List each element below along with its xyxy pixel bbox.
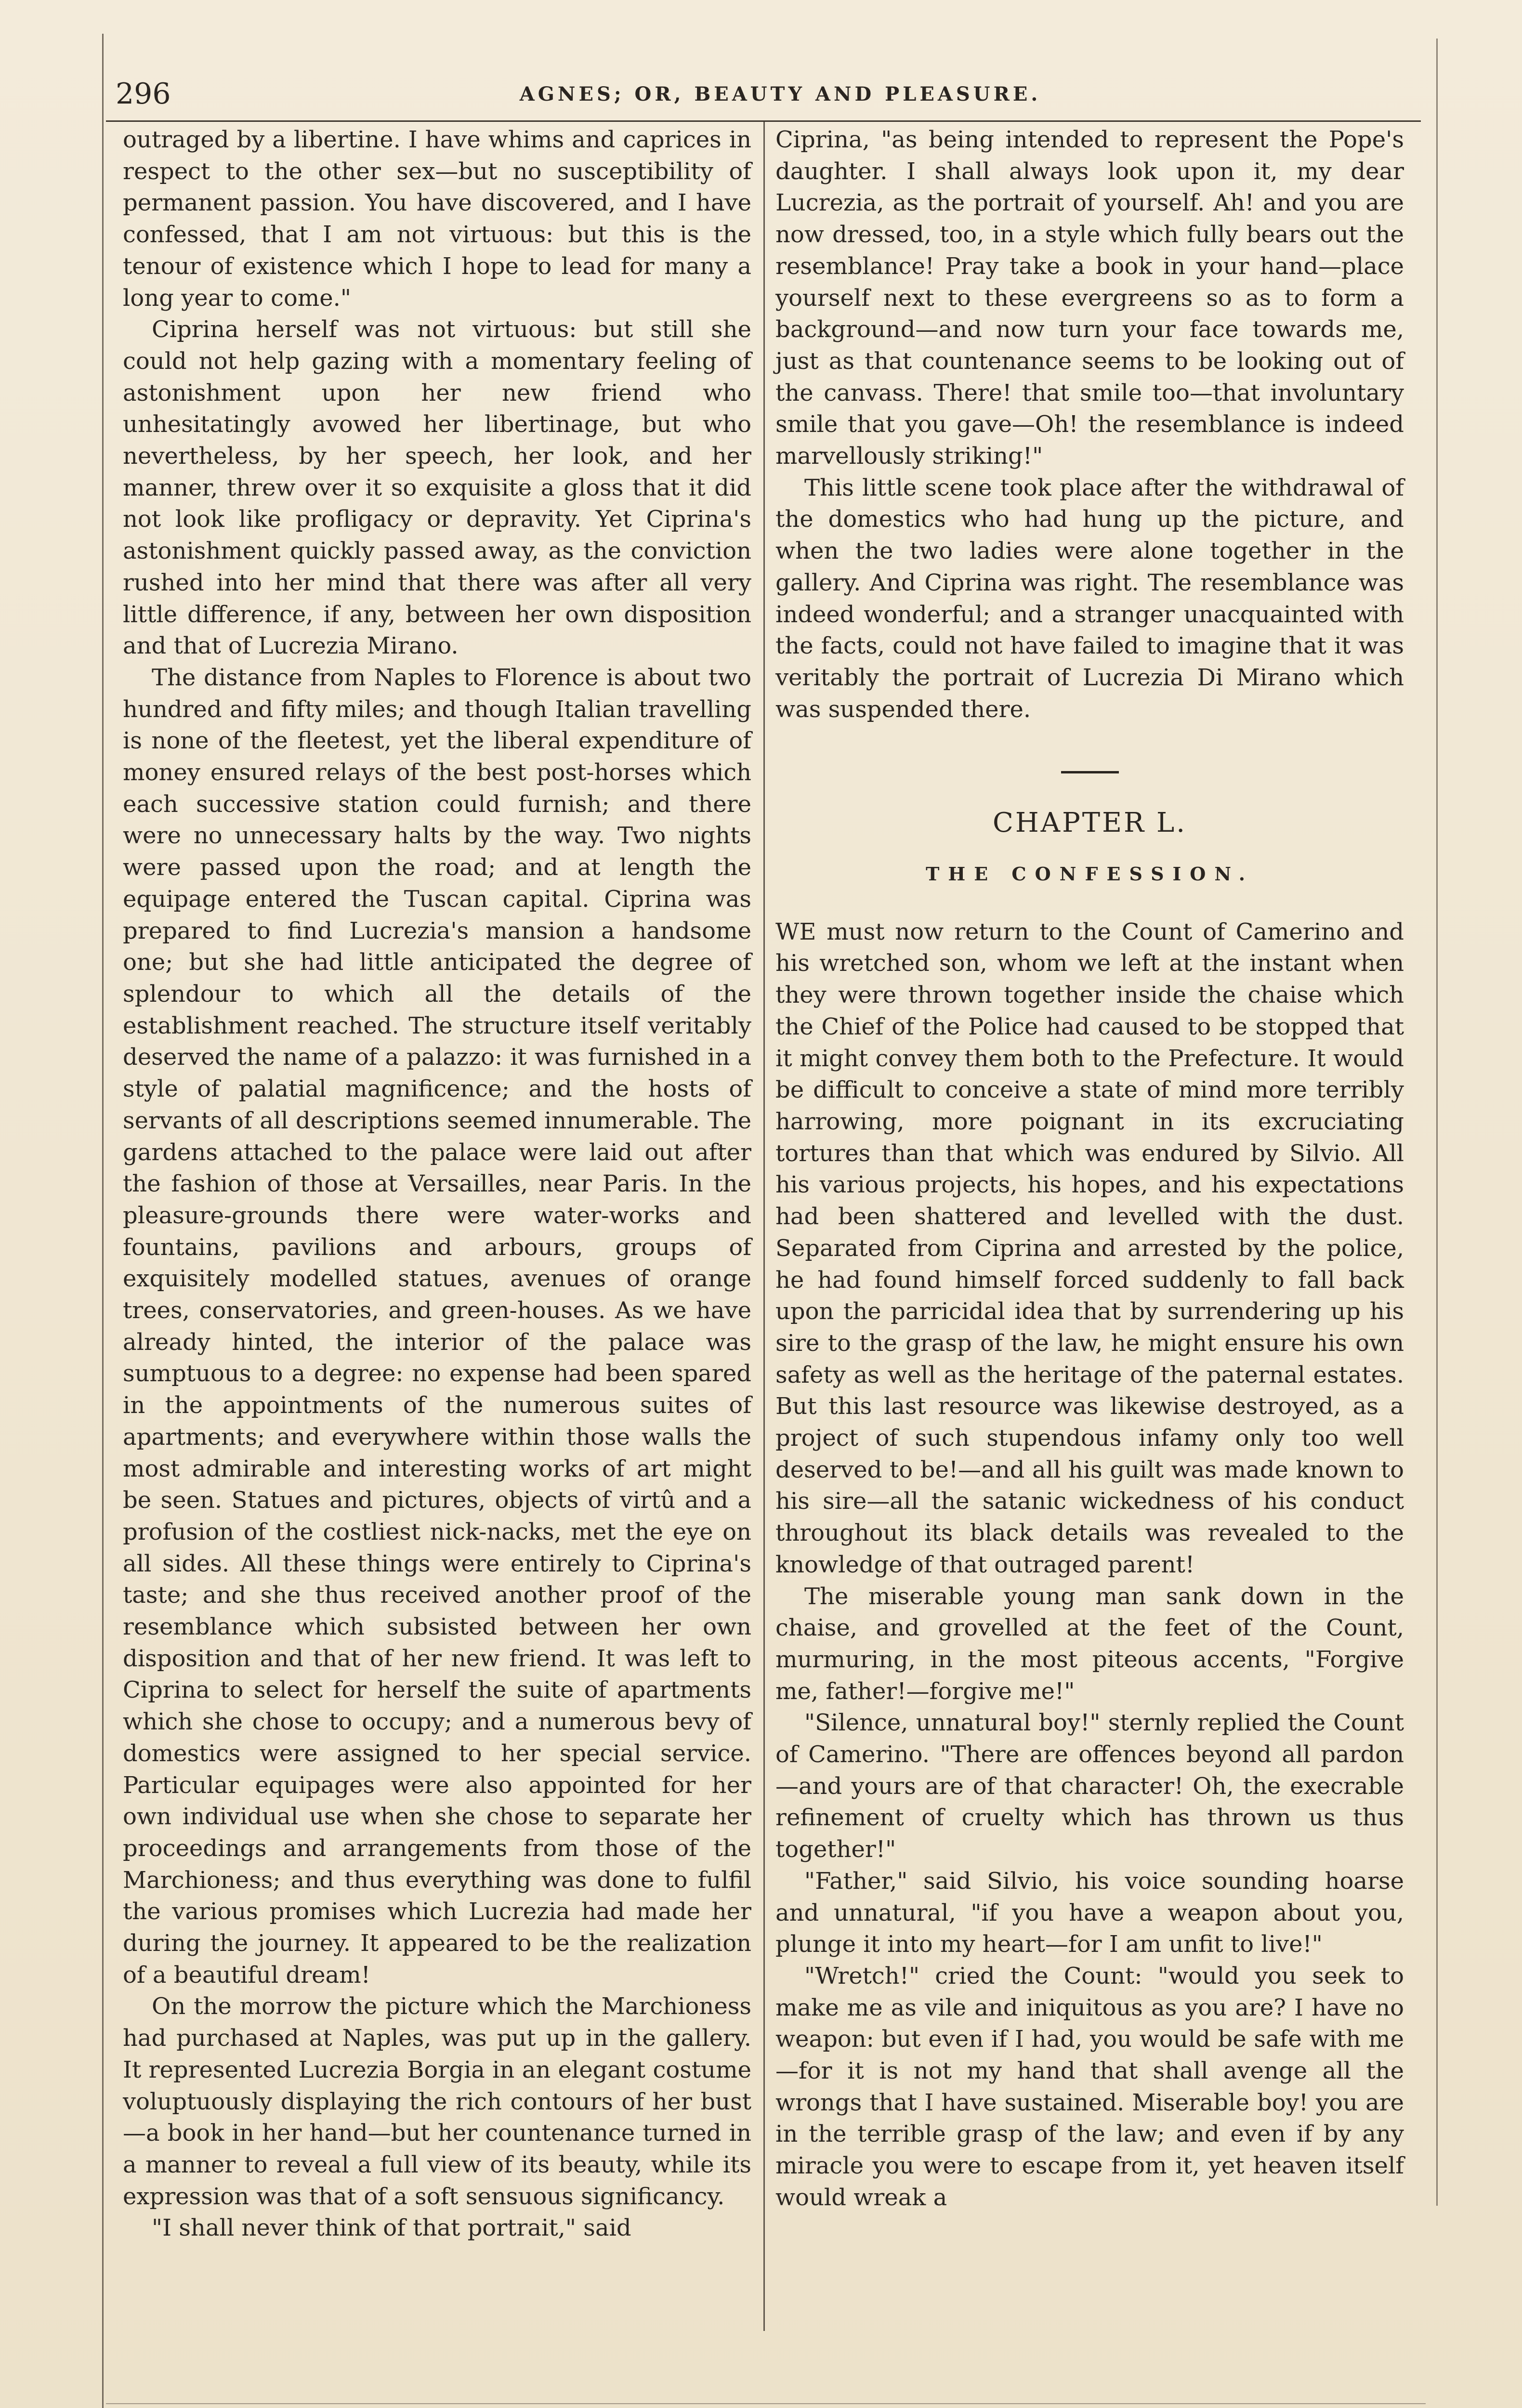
right-paragraph-1: Ciprina, "as being intended to represent the Pope's daughter. I shall always look upon it, my dear Lucrezia, as the portrait of yourself. Ah! and you are now dressed, too, in a style which fully bears out the resemblance! Pray take a book in your hand—place yourself next to these evergreens so as to form a background—and now turn your face towards me, just as that countenance seems to be looking out of the canvass. There! that smile too—that involuntary smile that you gave—Oh! the resemblance is indeed marvellously striking!"	[775, 126, 1404, 470]
left-paragraph-2: Ciprina herself was not virtuous: but still she could not help gazing with a momentary feeling of astonishment upon her new friend who unhesitatingly avowed her libertinage, but who nevertheless, by her speech, her look, and her manner, threw over it so exquisite a gloss that it did not look like profligacy or depravity. Yet Ciprina's astonishment quickly passed away, as the conviction rushed into her mind that there was after all very little difference, if any, between her own disposition and that of Lucrezia Mirano.	[123, 316, 751, 660]
page-number: 296	[116, 77, 171, 111]
left-paragraph-3: The distance from Naples to Florence is about two hundred and fifty miles; and though Italian travelling is none of the fleetest, yet the liberal expenditure of money ensured relays of the best post-horses which each successive station could furnish; and there were no unnecessary halts by the way. Two nights were passed upon the road; and at length the equipage entered the Tuscan capital. Ciprina was prepared to find Lucrezia's mansion a handsome one; but she had little anticipated the degree of splendour to which all the details of the establishment reached. The structure itself veritably deserved the name of a palazzo: it was furnished in a style of palatial magnificence; and the hosts of servants of all descriptions seemed innumerable. The gardens attached to the palace were laid out after the fashion of those at Versailles, near Paris. In the pleasure-grounds there were water-works and fountains, pavilions and arbours, groups of exquisitely modelled statues, avenues of orange trees, conservatories, and green-houses. As we have already hinted, the interior of the palace was sumptuous to a degree: no expense had been spared in the appointments of the numerous suites of apartments; and everywhere within those walls the most admirable and interesting works of art might be seen. Statues and pictures, objects of virtû and a profusion of the costliest nick-nacks, met the eye on all sides. All these things were entirely to Ciprina's taste; and she thus received another proof of the resemblance which subsisted between her own disposition and that of her new friend. It was left to Ciprina to select for herself the suite of apartments which she chose to occupy; and a numerous bevy of domestics were assigned to her special service. Particular equipages were also appointed for her own individual use when she chose to separate her proceedings and arrangements from those of the Marchioness; and thus everything was done to fulfil the various promises which Lucrezia had made her during the journey. It appeared to be the realization of a beautiful dream!	[123, 664, 751, 1989]
page-edge-rule-left	[102, 34, 104, 2408]
right-paragraph-4: The miserable young man sank down in the chaise, and grovelled at the feet of the Count, murmuring, in the most piteous accents, "Forgive me, father!—forgive me!"	[775, 1583, 1404, 1705]
page-header	[106, 72, 1416, 116]
chapter-title: CHAPTER L.	[993, 807, 1187, 839]
right-paragraph-7: "Wretch!" cried the Count: "would you seek to make me as vile and iniquitous as you are? I have no weapon: but even if I had, you would be safe with me—for it is not my hand that shall avenge all the wrongs that I have sustained. Miserable boy! you are in the terrible grasp of the law; and even if by any miracle you were to escape from it, yet heaven itself would wreak a	[775, 1962, 1404, 2211]
right-paragraph-5: "Silence, unnatural boy!" sternly replied the Count of Camerino. "There are offences beyond all pardon—and yours are of that character! Oh, the execrable refinement of cruelty which has thrown us thus together!"	[775, 1709, 1404, 1863]
right-paragraph-2: This little scene took place after the withdrawal of the domestics who had hung up the picture, and when the two ladies were alone together in the gallery. And Ciprina was right. The resemblance was indeed wonderful; and a stranger unacquainted with the facts, could not have failed to imagine that it was veritably the portrait of Lucrezia Di Mirano which was suspended there.	[775, 474, 1404, 723]
chapter-separator-rule	[1061, 771, 1119, 773]
left-paragraph-4: On the morrow the picture which the Marchioness had purchased at Naples, was put up in the gallery. It represented Lucrezia Borgia in an elegant costume voluptuously displaying the rich contours of her bust—a book in her hand—but her countenance turned in a manner to reveal a full view of its beauty, while its expression was that of a soft sensuous significancy.	[123, 1993, 751, 2210]
footer-rule	[106, 2403, 1426, 2404]
left-paragraph-1: outraged by a libertine. I have whims and caprices in respect to the other sex—but no susceptibility of permanent passion. You have discovered, and I have confessed, that I am not virtuous: but this is the tenour of existence which I hope to lead for many a long year to come."	[123, 126, 751, 312]
right-paragraph-3: WE must now return to the Count of Camerino and his wretched son, whom we left at the instant when they were thrown together inside the chaise which the Chief of the Police had caused to be stopped that it might convey them both to the Prefecture. It would be difficult to conceive a state of mind more terribly harrowing, more poignant in its excruciating tortures than that which was endured by Silvio. All his various projects, his hopes, and his expectations had been shattered and levelled with the dust. Separated from Ciprina and arrested by the police, he had found himself forced suddenly to fall back upon the parricidal idea that by surrendering up his sire to the grasp of the law, he might ensure his own safety as well as the heritage of the paternal estates. But this last resource was likewise destroyed, as a project of such stupendous infamy only too well deserved to be!—and all his guilt was made known to his sire—all the satanic wickedness of his conduct throughout its black details was revealed to the knowledge of that outraged parent!	[775, 918, 1404, 1578]
left-paragraph-5: "I shall never think of that portrait," said	[152, 2214, 631, 2242]
right-column	[775, 124, 1404, 2214]
column-divider	[763, 120, 765, 2331]
page-edge-rule-right	[1436, 39, 1438, 2206]
right-paragraph-6: "Father," said Silvio, his voice sounding hoarse and unnatural, "if you have a weapon about you, plunge it into my heart—for I am unfit to live!"	[775, 1867, 1404, 1958]
running-title: AGNES; OR, BEAUTY AND PLEASURE.	[519, 82, 1041, 105]
left-column	[123, 124, 751, 2244]
chapter-subtitle: THE CONFESSION.	[926, 863, 1254, 885]
